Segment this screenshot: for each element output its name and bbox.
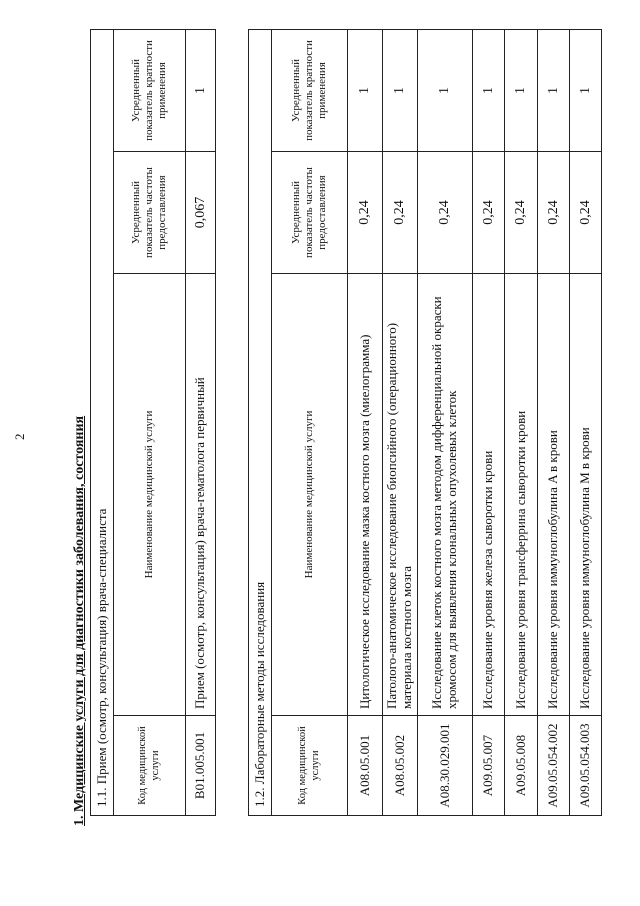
table-row <box>383 29 418 815</box>
frequency-value: 0,24 <box>348 152 383 274</box>
header-multiplicity: Усредненный показатель кратности применения <box>272 29 348 151</box>
table-row <box>418 29 473 815</box>
multiplicity-value: 1 <box>383 29 418 151</box>
multiplicity-value: 1 <box>186 29 216 151</box>
header-frequency: Усредненный показатель частоты предоставления <box>272 152 348 274</box>
header-name: Наименование медицинской услуги <box>114 274 186 716</box>
service-code: A08.05.001 <box>348 716 383 816</box>
service-code: A09.05.007 <box>473 716 505 816</box>
service-name: Исследование уровня иммуноглобулина M в крови <box>570 274 602 716</box>
service-name: Исследование клеток костного мозга методом дифференциальной окраски хромосом для выявления клональных опухолевых клеток <box>418 274 473 716</box>
header-code: Код медицинской услуги <box>114 716 186 816</box>
service-code: A09.05.008 <box>505 716 538 816</box>
service-name: Исследование уровня железа сыворотки крови <box>473 274 505 716</box>
frequency-value: 0,24 <box>570 152 602 274</box>
table-row <box>186 29 216 815</box>
service-name: Прием (осмотр, консультация) врача-гематолога первичный <box>186 274 216 716</box>
service-code: B01.005.001 <box>186 716 216 816</box>
table-row <box>473 29 505 815</box>
multiplicity-value: 1 <box>570 29 602 151</box>
service-code: A08.30.029.001 <box>418 716 473 816</box>
table-row <box>538 29 570 815</box>
frequency-value: 0,24 <box>538 152 570 274</box>
multiplicity-value: 1 <box>473 29 505 151</box>
header-multiplicity: Усредненный показатель кратности применения <box>114 29 186 151</box>
frequency-value: 0,067 <box>186 152 216 274</box>
section-heading: 1. Медицинские услуги для диагностики заболевания, состояния <box>72 415 87 826</box>
service-name: Цитологическое исследование мазка костного мозга (миелограмма) <box>348 274 383 716</box>
frequency-value: 0,24 <box>473 152 505 274</box>
table-lab-methods <box>248 29 602 816</box>
service-name: Исследование уровня трансферрина сыворотки крови <box>505 274 538 716</box>
service-code: A08.05.002 <box>383 716 418 816</box>
header-frequency: Усредненный показатель частоты предоставления <box>114 152 186 274</box>
frequency-value: 0,24 <box>505 152 538 274</box>
table-caption: 1.2. Лабораторные методы исследования <box>249 29 272 815</box>
service-name: Исследование уровня иммуноглобулина A в крови <box>538 274 570 716</box>
table-caption: 1.1. Прием (осмотр, консультация) врача-специалиста <box>91 29 114 815</box>
multiplicity-value: 1 <box>538 29 570 151</box>
service-name: Патолого-анатомическое исследование биопсийного (операционного) материала костного мозга <box>383 274 418 716</box>
service-code: A09.05.054.002 <box>538 716 570 816</box>
frequency-value: 0,24 <box>383 152 418 274</box>
header-name: Наименование медицинской услуги <box>272 274 348 716</box>
service-code: A09.05.054.003 <box>570 716 602 816</box>
table-consultation <box>90 29 216 816</box>
multiplicity-value: 1 <box>418 29 473 151</box>
multiplicity-value: 1 <box>505 29 538 151</box>
frequency-value: 0,24 <box>418 152 473 274</box>
table-row <box>348 29 383 815</box>
table-row <box>570 29 602 815</box>
multiplicity-value: 1 <box>348 29 383 151</box>
header-code: Код медицинской услуги <box>272 716 348 816</box>
page-number: 2 <box>12 433 27 440</box>
table-row <box>505 29 538 815</box>
